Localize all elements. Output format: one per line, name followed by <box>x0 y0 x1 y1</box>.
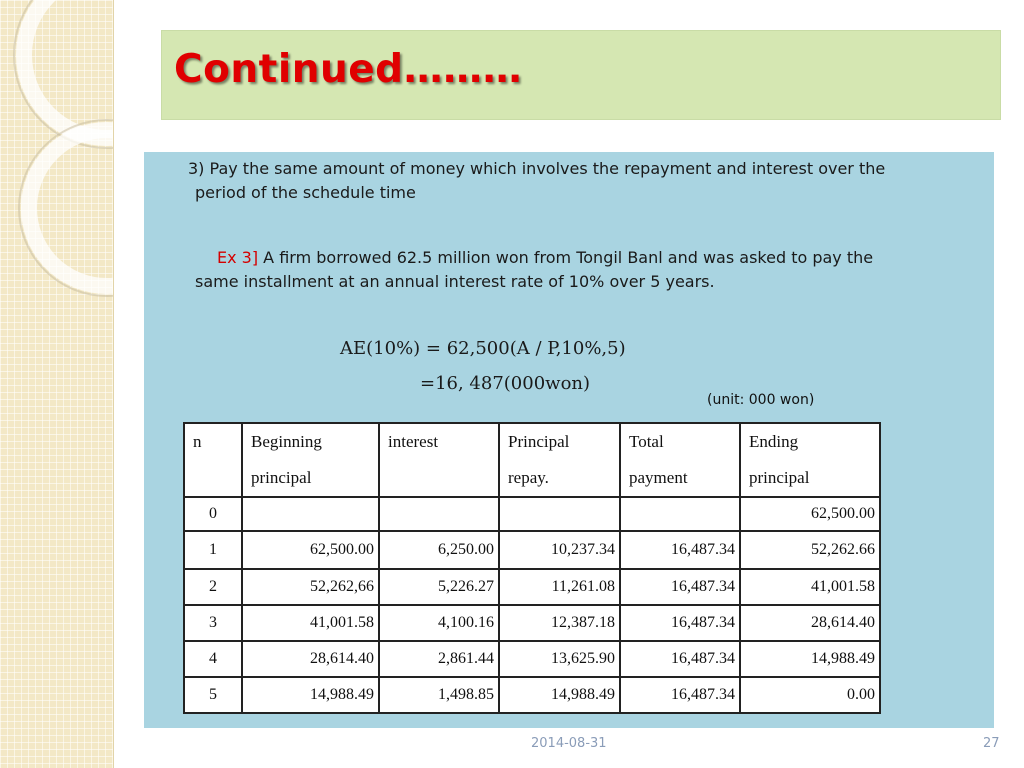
table-row <box>184 605 880 641</box>
table-cell: 12,387.18 <box>499 605 620 641</box>
table-cell: 11,261.08 <box>499 569 620 605</box>
table-cell: 16,487.34 <box>620 677 740 713</box>
table-row <box>184 641 880 677</box>
table-cell: 6,250.00 <box>379 531 499 569</box>
point-line-2: period of the schedule time <box>195 183 416 202</box>
table-cell: 4,100.16 <box>379 605 499 641</box>
table-row <box>184 569 880 605</box>
table-cell <box>499 497 620 531</box>
table-cell: 16,487.34 <box>620 531 740 569</box>
table-cell: 2,861.44 <box>379 641 499 677</box>
point-line-1: 3) Pay the same amount of money which involves the repayment and interest over the <box>188 159 886 178</box>
formula-line-1: AE(10%) = 62,500(A / P,10%,5) <box>340 338 626 359</box>
table-cell: 5 <box>184 677 242 713</box>
repayment-schedule-table <box>183 422 881 714</box>
table-cell: 14,988.49 <box>740 641 880 677</box>
table-row <box>184 677 880 713</box>
table-row <box>184 531 880 569</box>
title-bar <box>161 30 1001 120</box>
example-line-1 <box>217 248 873 267</box>
header-ending-principal: Ending principal <box>740 423 880 497</box>
table-cell: 16,487.34 <box>620 605 740 641</box>
header-beginning-principal: Beginning principal <box>242 423 379 497</box>
table-cell: 3 <box>184 605 242 641</box>
table-cell: 28,614.40 <box>242 641 379 677</box>
table-cell: 41,001.58 <box>740 569 880 605</box>
example-line-2: same installment at an annual interest rate of 10% over 5 years. <box>195 272 715 291</box>
decorative-side-strip <box>0 0 114 768</box>
table-header-row <box>184 423 880 497</box>
table-row <box>184 497 880 531</box>
footer-page-number: 27 <box>983 736 1000 751</box>
header-total-payment: Total payment <box>620 423 740 497</box>
table-cell <box>379 497 499 531</box>
example-text-1: A firm borrowed 62.5 million won from Tongil Banl and was asked to pay the <box>258 248 874 267</box>
table-cell: 28,614.40 <box>740 605 880 641</box>
header-principal-repay: Principal repay. <box>499 423 620 497</box>
example-label: Ex 3] <box>217 248 259 267</box>
table-cell: 13,625.90 <box>499 641 620 677</box>
table-cell: 52,262.66 <box>740 531 880 569</box>
table-cell: 1 <box>184 531 242 569</box>
table-cell: 14,988.49 <box>499 677 620 713</box>
table-cell: 2 <box>184 569 242 605</box>
table-cell: 14,988.49 <box>242 677 379 713</box>
table-cell: 0.00 <box>740 677 880 713</box>
slide-title: Continued……… <box>174 47 523 92</box>
table-cell: 62,500.00 <box>740 497 880 531</box>
table-cell: 52,262,66 <box>242 569 379 605</box>
header-interest: interest <box>379 423 499 497</box>
header-n: n <box>184 423 242 497</box>
table-cell: 10,237.34 <box>499 531 620 569</box>
table-cell: 16,487.34 <box>620 569 740 605</box>
table-cell: 16,487.34 <box>620 641 740 677</box>
table-cell: 1,498.85 <box>379 677 499 713</box>
table-cell: 5,226.27 <box>379 569 499 605</box>
formula-line-2: =16, 487(000won) <box>420 373 591 394</box>
decorative-ring <box>21 122 114 294</box>
table-cell: 41,001.58 <box>242 605 379 641</box>
table-cell: 4 <box>184 641 242 677</box>
content-panel <box>144 152 994 728</box>
unit-note: (unit: 000 won) <box>707 392 815 408</box>
table-cell <box>620 497 740 531</box>
footer-date: 2014-08-31 <box>531 736 607 751</box>
table-cell: 62,500.00 <box>242 531 379 569</box>
table-cell <box>242 497 379 531</box>
table-cell: 0 <box>184 497 242 531</box>
